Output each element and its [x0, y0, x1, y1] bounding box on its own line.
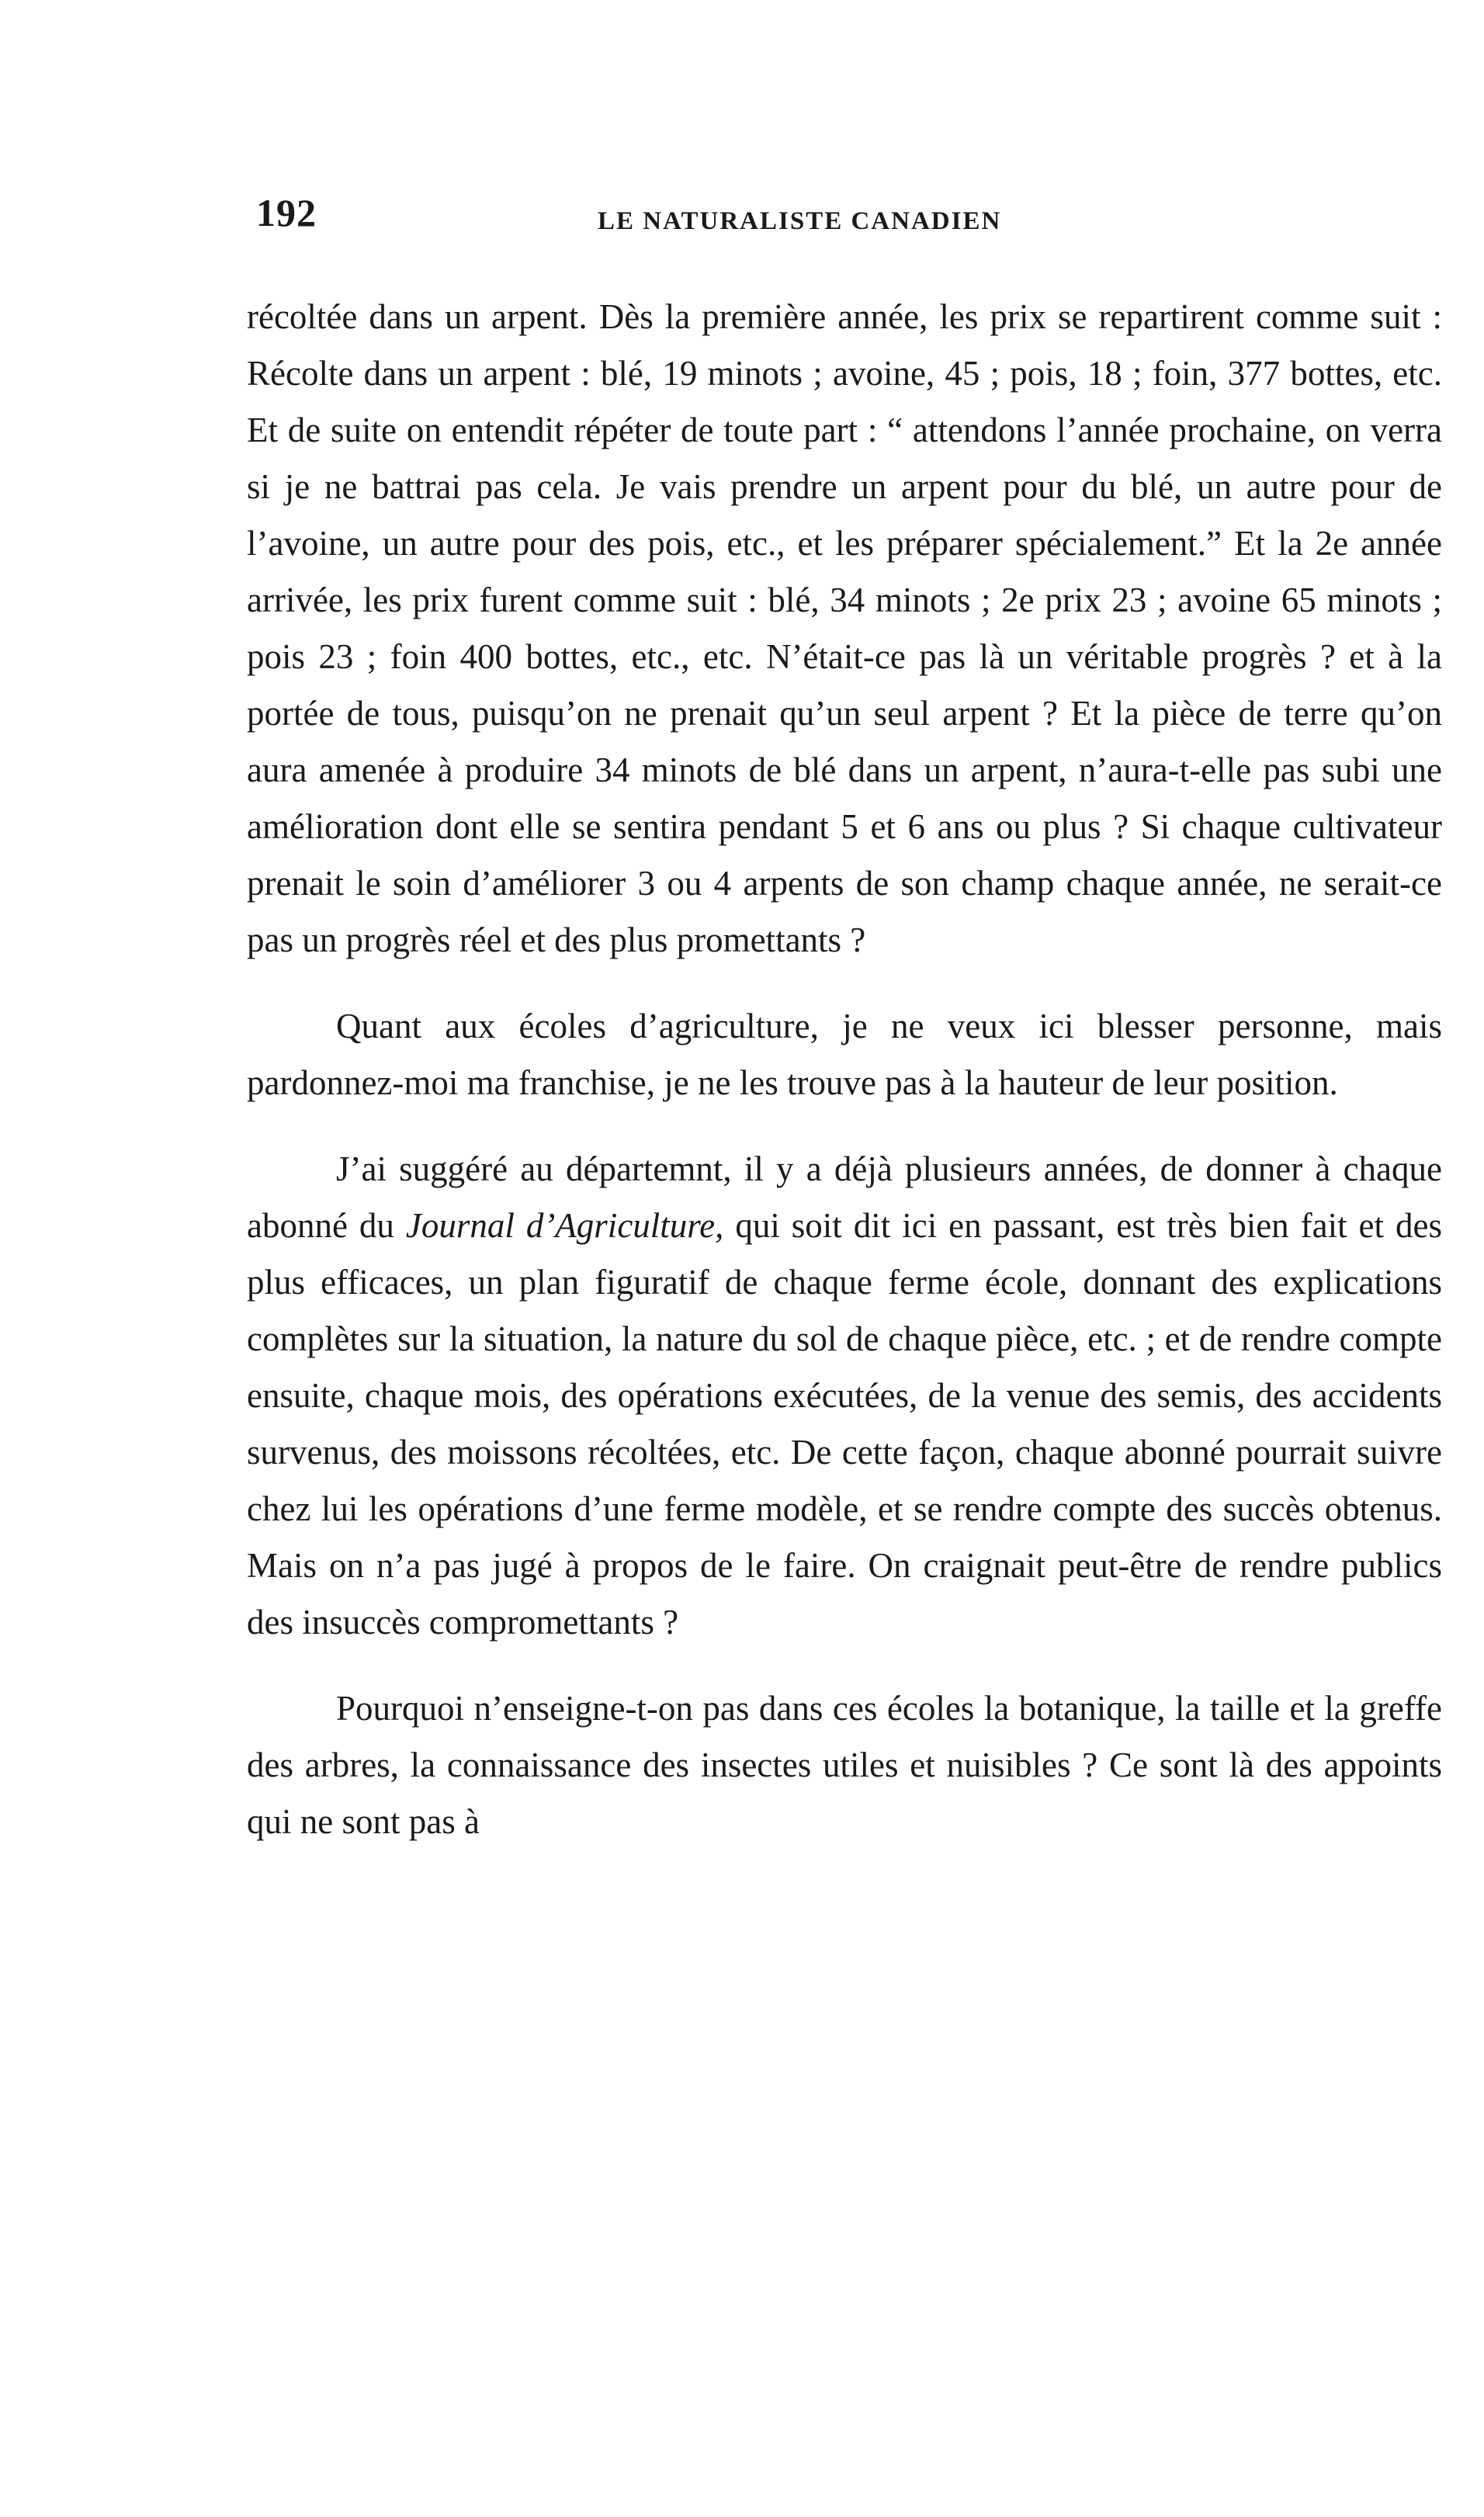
page-header: [256, 190, 1436, 244]
journal-title: Journal d’Agriculture,: [405, 1206, 724, 1245]
running-title: LE NATURALISTE CANADIEN: [598, 207, 1002, 235]
paragraph-2: Quant aux écoles d’agriculture, je ne veux ici blesser personne, mais pardonnez-moi ma franchise, je ne les trouve pas à la hauteur de leur position.: [247, 1007, 1442, 1102]
paragraph-1: récoltée dans un arpent. Dès la première année, les prix se repartirent comme suit : Récolte dans un arpent : blé, 19 minots ; avoine, 45 ; pois, 18 ; foin, 377 bottes, etc. Et de suite on entendit répéter de toute part : “ attendons l’année prochaine, on verra si je ne battrai pas cela. Je vais prendre un arpent pour du blé, un autre pour de l’avoine, un autre pour des pois, etc., et les préparer spécialement.” Et la 2e année arrivée, les prix furent comme suit : blé, 34 minots ; 2e prix 23 ; avoine 65 minots ; pois 23 ; foin 400 bottes, etc., etc. N’était-ce pas là un véritable progrès ? et à la portée de tous, puisqu’on ne prenait qu’un seul arpent ? Et la pièce de terre qu’on aura amenée à produire 34 minots de blé dans un arpent, n’aura-t-elle pas subi une amélioration dont elle se sentira pendant 5 et 6 ans ou plus ? Si chaque cultivateur prenait le soin d’améliorer 3 ou 4 arpents de son champ chaque année, ne serait-ce pas un progrès réel et des plus promettants ?: [247, 297, 1442, 959]
paragraph-3-before: J’ai suggéré au départemnt, il y a déjà plusieurs années, de donner à chaque abonné du: [247, 1149, 1442, 1245]
paragraph-3: [247, 1141, 1442, 1651]
page-number: 192: [256, 191, 317, 234]
paragraph-3-after: qui soit dit ici en passant, est très bien fait et des plus efficaces, un plan figuratif de chaque ferme école, donnant des explications complètes sur la situation, la nature du sol de chaque pièce, etc. ; et de rendre compte ensuite, chaque mois, des opérations exécutées, de la venue des semis, des accidents survenus, des moissons récoltées, etc. De cette façon, chaque abonné pourrait suivre chez lui les opérations d’une ferme modèle, et se rendre compte des succès obtenus. Mais on n’a pas jugé à propos de le faire. On craignait peut-être de rendre publics des insuccès compromettants ?: [247, 1206, 1442, 1642]
body-text: [247, 289, 1442, 1850]
paragraph-4: Pourquoi n’enseigne-t-on pas dans ces écoles la botanique, la taille et la greffe des arbres, la connaissance des insectes utiles et nuisibles ? Ce sont là des appoints qui ne sont pas à: [247, 1689, 1442, 1841]
